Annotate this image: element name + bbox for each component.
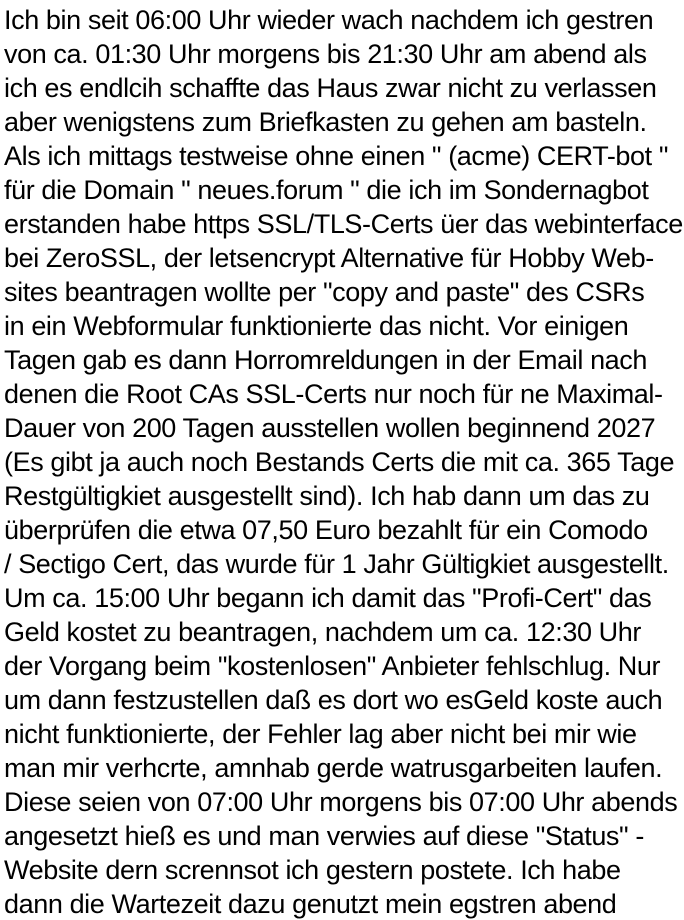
text-line: bei ZeroSSL, der letsencrypt Alternative für Hobby Web-	[4, 243, 654, 273]
text-line: Website dern scrennsot ich gestern postete. Ich habe	[4, 855, 621, 885]
text-line: denen die Root CAs SSL-Certs nur noch für ne Maximal-	[4, 379, 663, 409]
text-line: in ein Webformular funktionierte das nicht. Vor einigen	[4, 311, 629, 341]
text-line: Geld kostet zu beantragen, nachdem um ca. 12:30 Uhr	[4, 617, 641, 647]
text-paragraph	[4, 3, 684, 920]
text-line: Restgültigkiet ausgestellt sind). Ich hab dann um das zu	[4, 481, 650, 511]
text-line: Dauer von 200 Tagen ausstellen wollen beginnend 2027	[4, 413, 656, 443]
text-line: (Es gibt ja auch noch Bestands Certs die mit ca. 365 Tage	[4, 447, 675, 477]
text-line: um dann festzustellen daß es dort wo esGeld koste auch	[4, 685, 663, 715]
text-line: Diese seien von 07:00 Uhr morgens bis 07:00 Uhr abends	[4, 787, 678, 817]
text-line: für die Domain " neues.forum " die ich im Sondernagbot	[4, 175, 649, 205]
text-line: / Sectigo Cert, das wurde für 1 Jahr Gültigkiet ausgestellt.	[4, 549, 669, 579]
text-line: von ca. 01:30 Uhr morgens bis 21:30 Uhr am abend als	[4, 39, 647, 69]
text-line: Tagen gab es dann Horromreldungen in der Email nach	[4, 345, 648, 375]
text-line: man mir verhcrte, amnhab gerde watrusgarbeiten laufen.	[4, 753, 663, 783]
text-line: ich es endlcih schaffte das Haus zwar nicht zu verlassen	[4, 73, 657, 103]
text-line: aber wenigstens zum Briefkasten zu gehen am basteln.	[4, 107, 647, 137]
text-line: angesetzt hieß es und man verwies auf diese "Status" -	[4, 821, 644, 851]
text-line: erstanden habe https SSL/TLS-Certs üer das webinterface	[4, 209, 683, 239]
text-line: der Vorgang beim "kostenlosen" Anbieter fehlschlug. Nur	[4, 651, 661, 681]
text-line: Um ca. 15:00 Uhr begann ich damit das "Profi-Cert" das	[4, 583, 652, 613]
text-line: Als ich mittags testweise ohne einen " (acme) CERT-bot "	[4, 141, 669, 171]
text-line: sites beantragen wollte per "copy and paste" des CSRs	[4, 277, 645, 307]
text-line: nicht funktionierte, der Fehler lag aber nicht bei mir wie	[4, 719, 637, 749]
text-line: dann die Wartezeit dazu genutzt mein egstren abend	[4, 889, 617, 919]
text-line: überprüfen die etwa 07,50 Euro bezahlt für ein Comodo	[4, 515, 648, 545]
text-line: Ich bin seit 06:00 Uhr wieder wach nachdem ich gestren	[4, 5, 654, 35]
